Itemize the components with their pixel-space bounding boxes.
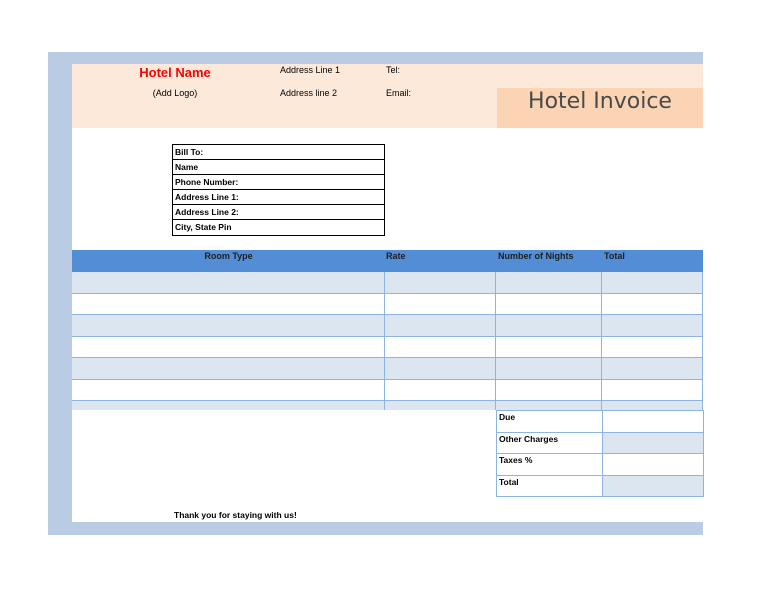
table-row-partial[interactable] — [72, 401, 703, 410]
bill-to-address-1[interactable]: Address Line 1: — [173, 190, 384, 205]
add-logo-placeholder[interactable]: (Add Logo) — [152, 88, 198, 98]
address-line-1[interactable]: Address Line 1 — [280, 65, 341, 75]
bill-to-name[interactable]: Name — [173, 160, 384, 175]
summary-row-total — [497, 476, 704, 498]
due-value[interactable] — [603, 411, 704, 432]
due-label: Due — [497, 411, 603, 432]
column-rate: Rate — [386, 251, 406, 261]
room-table — [72, 272, 703, 401]
table-row[interactable] — [72, 294, 703, 316]
tel-label[interactable]: Tel: — [386, 65, 401, 75]
total-label: Total — [497, 476, 603, 497]
invoice-title: Hotel Invoice — [528, 89, 672, 114]
bill-to-label[interactable]: Bill To: — [173, 145, 384, 160]
table-row[interactable] — [72, 337, 703, 359]
bill-to-box — [172, 144, 385, 236]
summary-row-other-charges — [497, 433, 704, 455]
bill-to-city-state[interactable]: City, State Pin — [175, 222, 232, 232]
hotel-name[interactable]: Hotel Name — [139, 65, 211, 80]
summary-row-taxes — [497, 454, 704, 476]
summary-row-due — [497, 411, 704, 433]
other-charges-value[interactable] — [603, 433, 704, 454]
column-room-type: Room Type — [204, 251, 253, 261]
address-line-2[interactable]: Address line 2 — [280, 88, 338, 98]
total-value[interactable] — [603, 476, 704, 497]
bill-to-address-2[interactable]: Address Line 2: — [173, 205, 384, 220]
column-total: Total — [604, 251, 625, 261]
other-charges-label: Other Charges — [497, 433, 603, 454]
thank-you-note: Thank you for staying with us! — [174, 510, 297, 520]
table-row[interactable] — [72, 358, 703, 380]
table-row[interactable] — [72, 315, 703, 337]
taxes-value[interactable] — [603, 454, 704, 475]
table-row[interactable] — [72, 380, 703, 402]
column-nights: Number of Nights — [498, 251, 574, 261]
table-row[interactable] — [72, 272, 703, 294]
taxes-label: Taxes % — [497, 454, 603, 475]
bill-to-phone[interactable]: Phone Number: — [173, 175, 384, 190]
summary-table — [496, 410, 704, 497]
email-label[interactable]: Email: — [386, 88, 412, 98]
